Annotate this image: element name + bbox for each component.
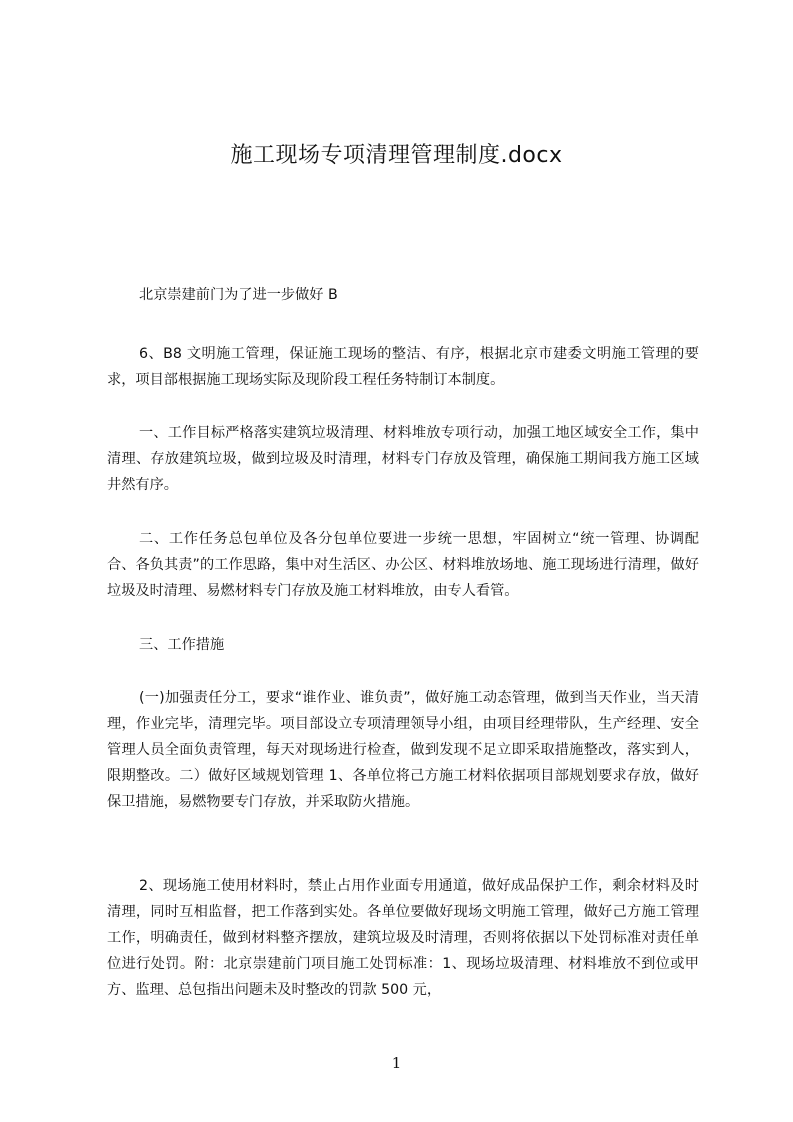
paragraph-intro: 北京崇建前门为了进一步做好 B	[139, 287, 338, 303]
paragraph-measures-heading: 三、工作措施	[139, 637, 225, 653]
paragraph-task: 二、工作任务总包单位及各分包单位要进一步统一思想，牢固树立“统一管理、协调配合、各负其责”的工作思路，集中对生活区、办公区、材料堆放场地、施工现场进行清理，做好垃圾及时清理、易燃材料专门存放及施工材料堆放，由专人看管。	[107, 531, 699, 599]
document-title: 施工现场专项清理管理制度.docx	[230, 143, 563, 168]
paragraph-goal: 一、工作目标严格落实建筑垃圾清理、材料堆放专项行动，加强工地区域安全工作，集中清理、存放建筑垃圾，做到垃圾及时清理，材料专门存放及管理，确保施工期间我方施工区域井然有序。	[107, 425, 699, 493]
paragraph-materials: 2、现场施工使用材料时，禁止占用作业面专用通道，做好成品保护工作，剩余材料及时清理，同时互相监督，把工作落到实处。各单位要做好现场文明施工管理，做好己方施工管理工作，明确责任，做到材料整齐摆放，建筑垃圾及时清理，否则将依据以下处罚标准对责任单位进行处罚。附：北京崇建前门项目施工处罚标准：1、现场垃圾清理、材料堆放不到位或甲方、监理、总包指出问题未及时整改的罚款 500 元，	[107, 878, 699, 998]
paragraph-responsibility: (一)加强责任分工，要求“谁作业、谁负责”，做好施工动态管理，做到当天作业，当天清理，作业完毕，清理完毕。项目部设立专项清理领导小组，由项目经理带队，生产经理、安全管理人员全面负责管理，每天对现场进行检查，做到发现不足立即采取措施整改，落实到人，限期整改。二）做好区域规划管理 1、各单位将己方施工材料依据项目部规划要求存放，做好保卫措施，易燃物要专门存放，并采取防火措施。	[107, 690, 699, 810]
page-number: 1	[391, 1054, 402, 1072]
paragraph-management: 6、B8 文明施工管理，保证施工现场的整洁、有序，根据北京市建委文明施工管理的要求，项目部根据施工现场实际及现阶段工程任务特制订本制度。	[107, 346, 699, 388]
